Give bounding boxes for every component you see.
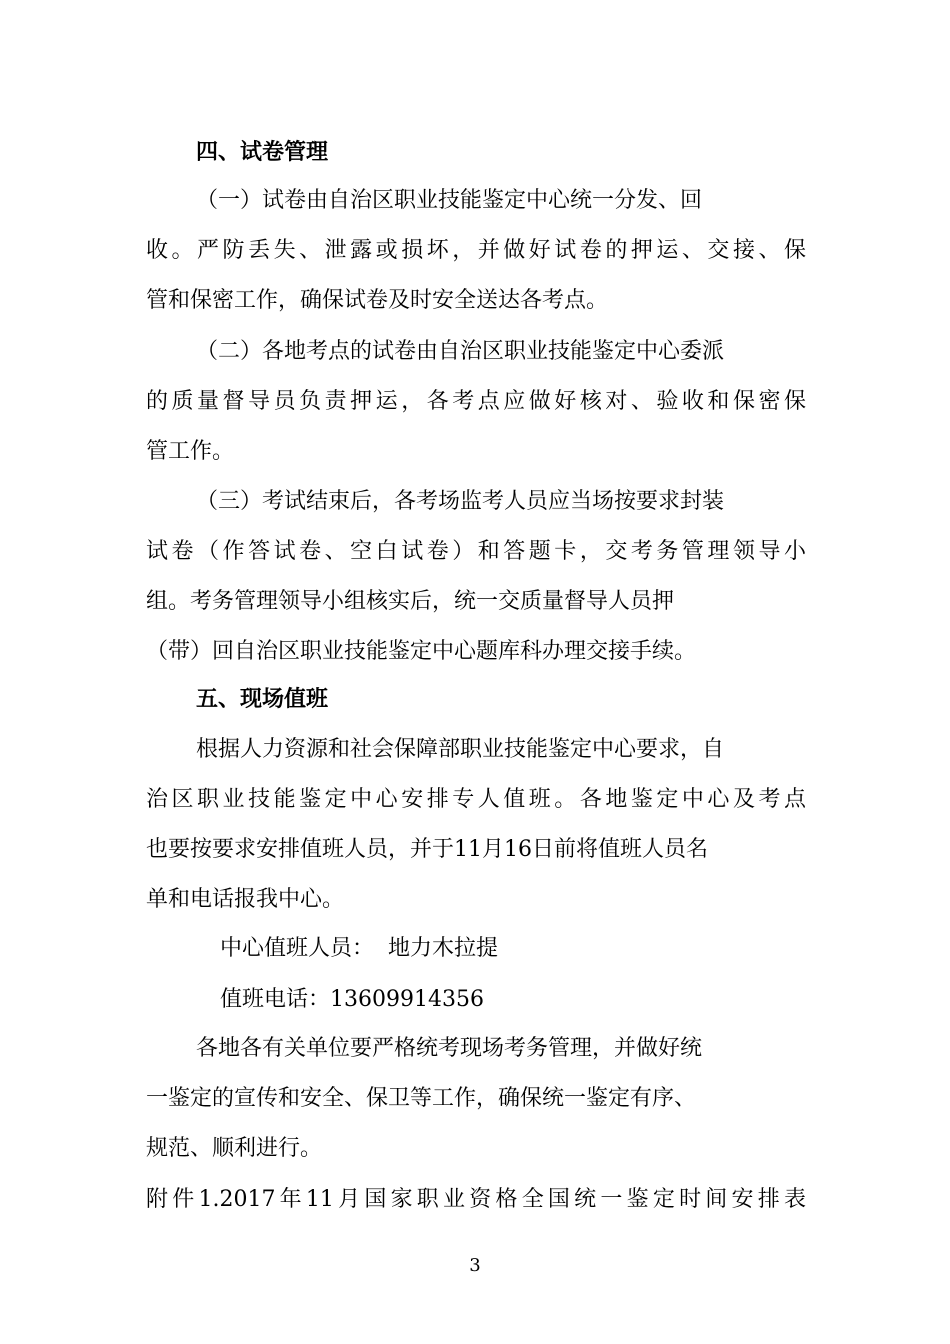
paragraph-4-3-line-2: 试卷（作答试卷、空白试卷）和答题卡，交考务管理领导小 (146, 539, 806, 564)
attachment-note: 附件1.2017年11月国家职业资格全国统一鉴定时间安排表 (146, 1187, 806, 1212)
paragraph-4-3-line-3: 组。考务管理领导小组核实后，统一交质量督导人员押 (146, 589, 675, 614)
paragraph-5-1-line-2: 治区职业技能鉴定中心安排专人值班。各地鉴定中心及考点 (146, 787, 806, 812)
paragraph-5-1-line-3: 也要按要求安排值班人员，并于11月16日前将值班人员名 (146, 837, 708, 862)
section-5-heading: 五、现场值班 (196, 687, 329, 712)
paragraph-4-2-line-3: 管工作。 (146, 439, 235, 464)
section-4-heading: 四、试卷管理 (196, 140, 329, 165)
duty-person: 中心值班人员： 地力木拉提 (220, 936, 498, 961)
paragraph-4-1-line-1: （一）试卷由自治区职业技能鉴定中心统一分发、回 (196, 188, 703, 213)
paragraph-4-1-line-2: 收。严防丢失、泄露或损坏，并做好试卷的押运、交接、保 (146, 238, 806, 263)
duty-phone: 值班电话：13609914356 (220, 987, 484, 1012)
page-number: 3 (469, 1255, 481, 1276)
paragraph-4-3-line-4: （带）回自治区职业技能鉴定中心题库科办理交接手续。 (146, 639, 697, 664)
paragraph-4-2-line-1: （二）各地考点的试卷由自治区职业技能鉴定中心委派 (196, 339, 725, 364)
paragraph-5-1-line-4: 单和电话报我中心。 (146, 887, 345, 912)
paragraph-5-2-line-2: 一鉴定的宣传和安全、保卫等工作，确保统一鉴定有序、 (146, 1086, 697, 1111)
paragraph-4-3-line-1: （三）考试结束后，各考场监考人员应当场按要求封装 (196, 489, 725, 514)
paragraph-4-2-line-2: 的质量督导员负责押运，各考点应做好核对、验收和保密保 (146, 389, 806, 414)
paragraph-5-2-line-3: 规范、顺利进行。 (146, 1136, 323, 1161)
paragraph-4-1-line-3: 管和保密工作，确保试卷及时安全送达各考点。 (146, 288, 609, 313)
paragraph-5-1-line-1: 根据人力资源和社会保障部职业技能鉴定中心要求，自 (196, 737, 725, 762)
paragraph-5-2-line-1: 各地各有关单位要严格统考现场考务管理，并做好统 (196, 1036, 703, 1061)
